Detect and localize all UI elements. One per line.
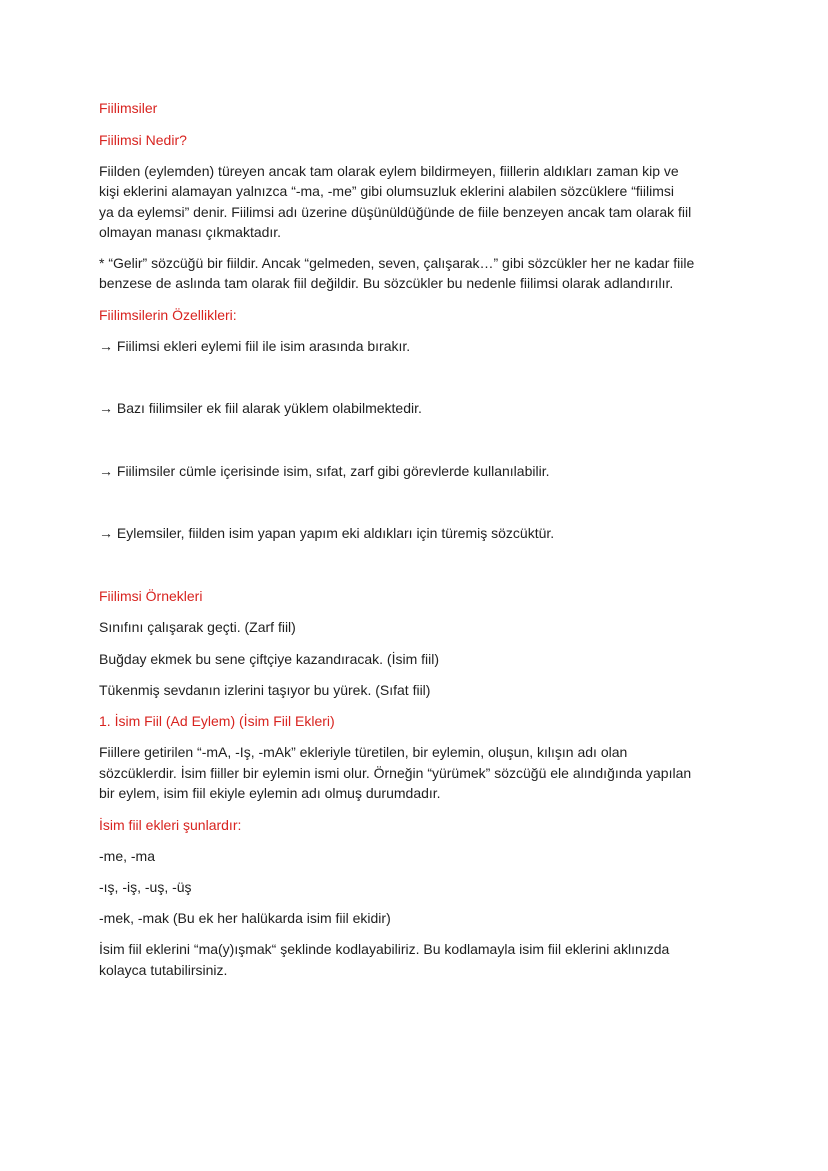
heading-isim-fiil-ekleri: İsim fiil ekleri şunlardır:: [99, 817, 242, 833]
heading-isim-fiil: 1. İsim Fiil (Ad Eylem) (İsim Fiil Ekleri): [99, 713, 335, 729]
heading-ornekler: Fiilimsi Örnekleri: [99, 588, 203, 604]
paragraph-line: Fiilden (eylemden) türeyen ancak tam olarak eylem bildirmeyen, fiillerin aldıkları zaman kip ve: [99, 163, 679, 179]
list-item: Tükenmiş sevdanın izlerini taşıyor bu yürek. (Sıfat fiil): [99, 682, 431, 698]
paragraph-line: * “Gelir” sözcüğü bir fiildir. Ancak “gelmeden, seven, çalışarak…” gibi sözcükler her ne kadar fiile: [99, 255, 695, 271]
list-item: -me, -ma: [99, 848, 155, 864]
list-item: → Fiilimsi ekleri eylemi fiil ile isim arasında bırakır.: [99, 338, 411, 354]
list-item: → Fiilimsiler cümle içerisinde isim, sıfat, zarf gibi görevlerde kullanılabilir.: [99, 463, 550, 479]
paragraph-line: ya da eylemsi” denir. Fiilimsi adı üzerine düşünüldüğünde de fiile benzeyen ancak tam olarak fiil: [99, 204, 692, 220]
paragraph-line: sözcüklerdir. İsim fiiller bir eylemin ismi olur. Örneğin “yürümek” sözcüğü ele alındığında yapılan: [99, 765, 692, 781]
list-item: -mek, -mak (Bu ek her halükarda isim fiil ekidir): [99, 910, 391, 926]
document-title: Fiilimsiler: [99, 100, 158, 116]
paragraph-line: bir eylem, isim fiil ekiyle eylemin adı olmuş durumdadır.: [99, 785, 441, 801]
list-item: Sınıfını çalışarak geçti. (Zarf fiil): [99, 619, 296, 635]
paragraph-line: Fiillere getirilen “-mA, -Iş, -mAk” ekleriyle türetilen, bir eylemin, oluşun, kılışın adı olan: [99, 744, 628, 760]
list-item: -ış, -iş, -uş, -üş: [99, 879, 192, 895]
list-item: → Eylemsiler, fiilden isim yapan yapım eki aldıkları için türemiş sözcüktür.: [99, 525, 555, 541]
paragraph-line: benzese de aslında tam olarak fiil değildir. Bu sözcükler bu nedenle fiilimsi olarak adlandırılır.: [99, 275, 674, 291]
paragraph-line: kolayca tutabilirsiniz.: [99, 962, 228, 978]
list-item: → Bazı fiilimsiler ek fiil alarak yüklem olabilmektedir.: [99, 400, 422, 416]
paragraph-line: olmayan manası çıkmaktadır.: [99, 224, 282, 240]
heading-fiilimsi-nedir: Fiilimsi Nedir?: [99, 132, 187, 148]
paragraph-line: İsim fiil eklerini “ma(y)ışmak“ şeklinde kodlayabiliriz. Bu kodlamayla isim fiil eklerini aklınızda: [99, 941, 670, 957]
list-item: Buğday ekmek bu sene çiftçiye kazandıracak. (İsim fiil): [99, 651, 440, 667]
paragraph-line: kişi eklerini alamayan yalnızca “-ma, -me” gibi olumsuzluk eklerini alabilen sözcüklere “fiilimsi: [99, 183, 674, 199]
heading-ozellikler: Fiilimsilerin Özellikleri:: [99, 307, 237, 323]
